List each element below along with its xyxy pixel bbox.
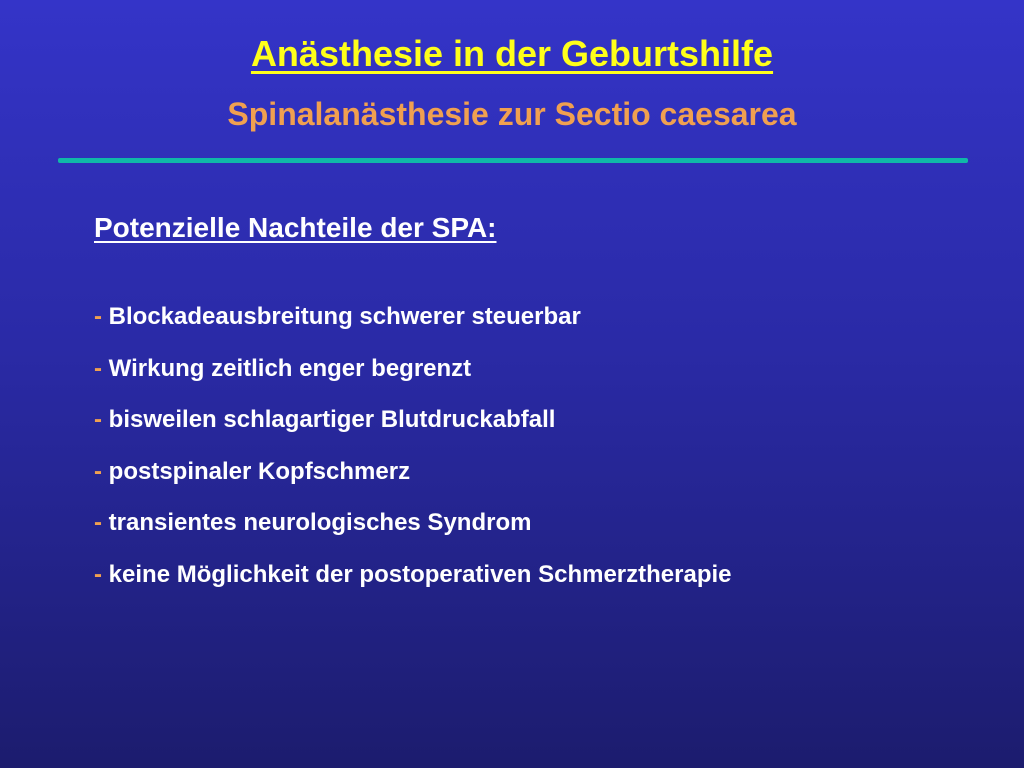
- slide-title: Anästhesie in der Geburtshilfe: [250, 33, 774, 74]
- slide-subtitle: Spinalanästhesie zur Sectio caesarea: [227, 96, 797, 132]
- bullet-text: bisweilen schlagartiger Blutdruckabfall: [108, 406, 556, 433]
- bullet-item: [94, 352, 732, 404]
- bullet-marker: -: [94, 560, 102, 588]
- bullet-marker: -: [94, 406, 102, 433]
- bullet-marker: -: [94, 303, 102, 330]
- bullet-item: [94, 300, 732, 352]
- title-divider: [58, 158, 968, 163]
- bullet-item: [94, 455, 732, 507]
- bullet-marker: -: [94, 457, 102, 485]
- bullet-text: Wirkung zeitlich enger begrenzt: [108, 354, 472, 382]
- bullet-marker: -: [94, 509, 102, 536]
- bullet-text: transientes neurologisches Syndrom: [108, 509, 532, 536]
- bullet-list: [94, 300, 732, 609]
- bullet-item: [94, 558, 732, 610]
- bullet-marker: -: [94, 354, 102, 382]
- bullet-text: postspinaler Kopfschmerz: [108, 457, 411, 485]
- section-heading: Potenzielle Nachteile der SPA:: [94, 212, 497, 243]
- bullet-item: [94, 403, 732, 455]
- bullet-text: keine Möglichkeit der postoperativen Schmerztherapie: [108, 560, 732, 588]
- bullet-text: Blockadeausbreitung schwerer steuerbar: [108, 303, 581, 330]
- bullet-item: [94, 506, 732, 558]
